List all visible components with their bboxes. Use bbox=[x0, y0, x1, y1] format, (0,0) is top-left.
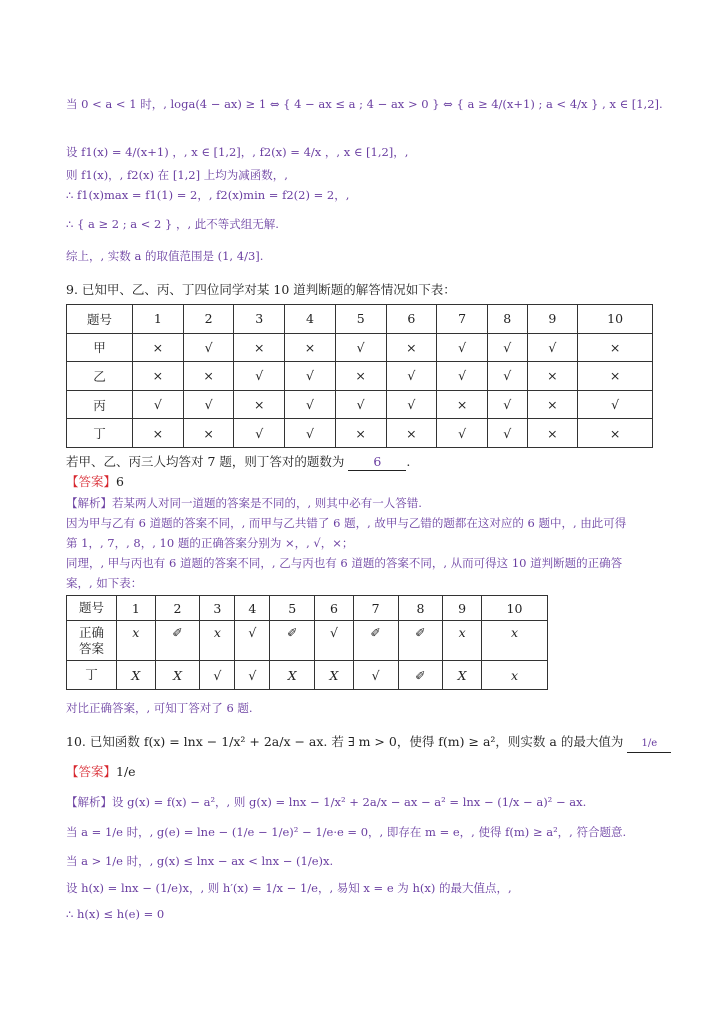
table-cell: ✐ bbox=[398, 621, 443, 661]
prev-solution-line-2: 设 f1(x) = 4/(x+1) ，, x ∈ [1,2]，, f2(x) = 4/x ，, x ∈ [1,2]，, bbox=[66, 145, 409, 159]
table-cell: ✐ bbox=[353, 621, 398, 661]
row-header-cell: 丁 bbox=[67, 419, 133, 448]
q9-analysis-4: 同理，, 甲与丙也有 6 道题的答案不同，, 乙与丙也有 6 道题的答案不同，, 从而可得这 10 道判断题的正确答 bbox=[66, 556, 623, 570]
q9-analysis-3: 第 1，, 7，, 8，, 10 题的正确答案分别为 ×，, √，×； bbox=[66, 536, 354, 550]
table-cell: √ bbox=[235, 621, 270, 661]
table-cell: √ bbox=[183, 390, 234, 419]
row-header-cell: 甲 bbox=[67, 333, 133, 362]
table-cell: × bbox=[133, 419, 184, 448]
table-cell: X bbox=[315, 661, 354, 690]
table-cell: 4 bbox=[235, 596, 270, 621]
table-cell: × bbox=[234, 390, 285, 419]
table-cell: × bbox=[527, 362, 578, 391]
table-cell: √ bbox=[285, 419, 336, 448]
table-cell: × bbox=[578, 333, 653, 362]
table-cell: 1 bbox=[117, 596, 156, 621]
table-cell: 5 bbox=[270, 596, 315, 621]
row-header-cell: 乙 bbox=[67, 362, 133, 391]
table-cell: √ bbox=[487, 390, 527, 419]
q9-followup-end: . bbox=[406, 454, 411, 469]
table-cell: x bbox=[200, 621, 235, 661]
q10-stem: 10. 已知函数 f(x) = lnx − 1/x² + 2a/x − ax. 若 ∃ m > 0，使得 f(m) ≥ a²，则实数 a 的最大值为 bbox=[66, 734, 624, 749]
table-cell: √ bbox=[353, 661, 398, 690]
table-cell: 1 bbox=[133, 305, 184, 334]
table-cell: 6 bbox=[386, 305, 437, 334]
q9-conclusion: 对比正确答案，, 可知丁答对了 6 题. bbox=[66, 701, 253, 715]
table-cell: × bbox=[335, 362, 386, 391]
q9-answer-blank: 6 bbox=[348, 454, 406, 471]
q10-analysis-2: 当 a = 1/e 时，, g(e) = lne − (1/e − 1/e)² − 1/e·e = 0，, 即存在 m = e，, 使得 f(m) ≥ a²，, 符合题意. bbox=[66, 825, 627, 839]
q9-answer-table bbox=[66, 304, 653, 448]
q10-answer-value: 1/e bbox=[116, 764, 136, 779]
table-cell: × bbox=[285, 333, 336, 362]
prev-solution-line-3: 则 f1(x)，, f2(x) 在 [1,2] 上均为减函数，, bbox=[66, 168, 288, 182]
table-cell: 7 bbox=[353, 596, 398, 621]
table-row bbox=[67, 621, 548, 661]
q10-answer bbox=[66, 764, 136, 780]
prev-solution-line-4: ∴ f1(x)max = f1(1) = 2，, f2(x)min = f2(2) = 2，, bbox=[66, 188, 350, 202]
analysis-label: 【解析】 bbox=[66, 795, 112, 809]
q10-answer-blank: 1/e bbox=[627, 736, 671, 753]
table-row bbox=[67, 333, 653, 362]
row-header-cell: 丁 bbox=[67, 661, 117, 690]
analysis-label: 【解析】 bbox=[66, 496, 112, 510]
table-cell: √ bbox=[133, 390, 184, 419]
table-cell: 8 bbox=[398, 596, 443, 621]
q9-analysis-text-1: 若某两人对同一道题的答案是不同的，, 则其中必有一人答错. bbox=[112, 496, 422, 510]
table-cell: 2 bbox=[155, 596, 200, 621]
table-cell: 4 bbox=[285, 305, 336, 334]
table-row bbox=[67, 661, 548, 690]
q9-answer-value: 6 bbox=[116, 474, 124, 489]
q9-followup-text: 若甲、乙、丙三人均答对 7 题，则丁答对的题数为 bbox=[66, 454, 345, 469]
table-cell: √ bbox=[285, 362, 336, 391]
table-cell: √ bbox=[234, 362, 285, 391]
table-cell: 5 bbox=[335, 305, 386, 334]
table-cell: × bbox=[578, 419, 653, 448]
q10-analysis-1 bbox=[66, 794, 586, 810]
row-header-cell: 正确答案 bbox=[67, 621, 117, 661]
table-cell: × bbox=[335, 419, 386, 448]
table-cell: × bbox=[183, 419, 234, 448]
table-cell: √ bbox=[235, 661, 270, 690]
q10-analysis-5: ∴ h(x) ≤ h(e) = 0 bbox=[66, 907, 165, 921]
table-row bbox=[67, 362, 653, 391]
table-cell: √ bbox=[437, 419, 488, 448]
q9-analysis-1 bbox=[66, 495, 422, 511]
table-cell: 9 bbox=[527, 305, 578, 334]
answer-label: 【答案】 bbox=[66, 764, 117, 779]
row-header-cell: 题号 bbox=[67, 305, 133, 334]
table-cell: x bbox=[117, 621, 156, 661]
table-cell: √ bbox=[335, 390, 386, 419]
prev-solution-line-1: 当 0 < a < 1 时，, loga(4 − ax) ≥ 1 ⇔ { 4 − ax ≤ a ; 4 − ax > 0 } ⇔ { a ≥ 4/(x+1) ; a < 4/x } , x ∈ [1,2]. bbox=[66, 97, 663, 111]
table-cell: × bbox=[527, 390, 578, 419]
table-cell: √ bbox=[437, 333, 488, 362]
table-cell: √ bbox=[437, 362, 488, 391]
answer-label: 【答案】 bbox=[66, 474, 117, 489]
q9-analysis-2: 因为甲与乙有 6 道题的答案不同，, 而甲与乙共错了 6 题，, 故甲与乙错的题都在这对应的 6 题中，, 由此可得 bbox=[66, 516, 627, 530]
table-cell: 10 bbox=[481, 596, 547, 621]
q9-correct-answer-table bbox=[66, 595, 548, 690]
table-row bbox=[67, 390, 653, 419]
table-cell: √ bbox=[335, 333, 386, 362]
table-cell: √ bbox=[386, 362, 437, 391]
table-cell: √ bbox=[386, 390, 437, 419]
table-cell: √ bbox=[487, 362, 527, 391]
prev-solution-line-6: 综上，, 实数 a 的取值范围是 (1, 4/3]. bbox=[66, 249, 264, 263]
table-cell: ✐ bbox=[155, 621, 200, 661]
q9-stem: 9. 已知甲、乙、丙、丁四位同学对某 10 道判断题的解答情况如下表： bbox=[66, 282, 456, 297]
table-cell: X bbox=[270, 661, 315, 690]
table-cell: × bbox=[386, 419, 437, 448]
table-cell: × bbox=[578, 362, 653, 391]
table-cell: 7 bbox=[437, 305, 488, 334]
table-cell: 9 bbox=[443, 596, 482, 621]
row-header-cell: 丙 bbox=[67, 390, 133, 419]
row-header-cell: 题号 bbox=[67, 596, 117, 621]
table-cell: 3 bbox=[234, 305, 285, 334]
table-cell: 2 bbox=[183, 305, 234, 334]
table-cell: × bbox=[437, 390, 488, 419]
table-cell: X bbox=[155, 661, 200, 690]
table-cell: × bbox=[386, 333, 437, 362]
table-cell: 3 bbox=[200, 596, 235, 621]
table-cell: √ bbox=[487, 333, 527, 362]
table-cell: √ bbox=[234, 419, 285, 448]
table-cell: × bbox=[183, 362, 234, 391]
q10-analysis-4: 设 h(x) = lnx − (1/e)x，, 则 h′(x) = 1/x − 1/e，, 易知 x = e 为 h(x) 的最大值点，, bbox=[66, 881, 512, 895]
table-cell: 10 bbox=[578, 305, 653, 334]
table-cell: x bbox=[443, 621, 482, 661]
table-cell: X bbox=[117, 661, 156, 690]
table-cell: 6 bbox=[315, 596, 354, 621]
table-cell: X bbox=[443, 661, 482, 690]
q9-analysis-5: 案，, 如下表： bbox=[66, 576, 143, 590]
q10-stem-line bbox=[66, 734, 671, 753]
table-header-row bbox=[67, 305, 653, 334]
table-cell: √ bbox=[315, 621, 354, 661]
table-cell: √ bbox=[183, 333, 234, 362]
q10-analysis-text-1: 设 g(x) = f(x) − a²，, 则 g(x) = lnx − 1/x² + 2a/x − ax − a² = lnx − (1/x − a)² − ax. bbox=[112, 795, 587, 809]
table-cell: x bbox=[481, 661, 547, 690]
table-cell: √ bbox=[487, 419, 527, 448]
q9-followup bbox=[66, 454, 410, 471]
q9-answer bbox=[66, 474, 124, 490]
table-cell: x bbox=[481, 621, 547, 661]
table-cell: 8 bbox=[487, 305, 527, 334]
table-cell: √ bbox=[285, 390, 336, 419]
table-cell: ✐ bbox=[270, 621, 315, 661]
table-cell: √ bbox=[200, 661, 235, 690]
prev-solution-line-5: ∴ { a ≥ 2 ; a < 2 } ，, 此不等式组无解. bbox=[66, 217, 279, 231]
table-header-row bbox=[67, 596, 548, 621]
q10-analysis-3: 当 a > 1/e 时，, g(x) ≤ lnx − ax < lnx − (1/e)x. bbox=[66, 854, 334, 868]
table-cell: ✐ bbox=[398, 661, 443, 690]
table-cell: × bbox=[234, 333, 285, 362]
table-cell: × bbox=[133, 333, 184, 362]
table-cell: √ bbox=[578, 390, 653, 419]
table-row bbox=[67, 419, 653, 448]
table-cell: √ bbox=[527, 333, 578, 362]
table-cell: × bbox=[133, 362, 184, 391]
table-cell: × bbox=[527, 419, 578, 448]
